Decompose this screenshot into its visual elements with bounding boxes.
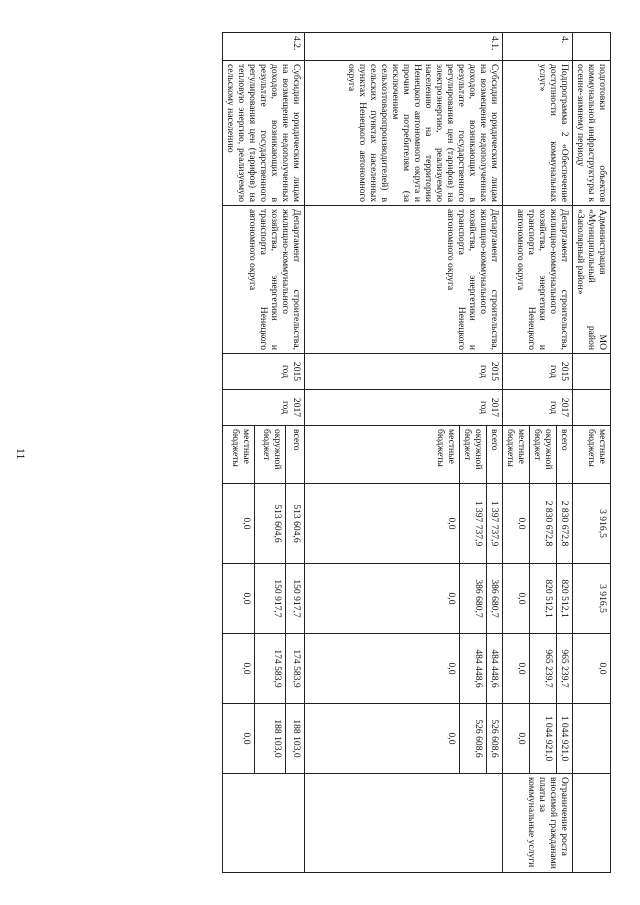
row-start: 2015 год [503,354,573,390]
row-y2017: 0,0 [305,704,460,774]
table-row [573,33,611,873]
row-result: Ограничение роста вносимой гражданами платы за коммунальные услуги [503,774,573,873]
row-source: всего [286,426,305,484]
row-y2016: 965 239,7 [530,634,557,704]
row-total: 2 830 672,8 [530,484,557,564]
row-start [573,354,611,390]
row-executor: Департамент строительства, жилищно-коммунального хозяйства, энергетики и транспорта Ненецкого автономного округа [503,206,573,354]
rotated-page [93,32,611,872]
row-y2016: 0,0 [223,634,255,704]
row-executor: Департамент строительства, жилищно-коммунального хозяйства, энергетики и транспорта Ненецкого автономного округа [223,206,305,354]
row-end: 2017 год [503,390,573,426]
row-y2015: 0,0 [503,564,530,634]
row-y2016: 484 448,6 [460,634,487,704]
row-y2017 [573,704,611,774]
row-source: местные бюджеты [223,426,255,484]
row-end: 2017 год [305,390,503,426]
row-executor: Администрация МО «Муниципальный район «Заполярный район» [573,206,611,354]
row-y2015: 386 680,7 [460,564,487,634]
row-number: 4.1. [305,33,503,61]
row-result-empty [305,774,503,873]
row-y2017: 1 044 921,0 [557,704,573,774]
row-total: 513 604,6 [286,484,305,564]
row-y2017: 188 103,0 [254,704,286,774]
row-executor: Департамент строительства, жилищно-коммунального хозяйства, энергетики и транспорта Ненецкого автономного округа [305,206,503,354]
row-y2015: 820 512,1 [530,564,557,634]
program-table [222,32,611,873]
row-source: всего [487,426,503,484]
row-y2016: 0,0 [305,634,460,704]
row-start: 2015 год [305,354,503,390]
table-row [557,33,573,873]
row-y2015: 150 917,7 [286,564,305,634]
row-total: 0,0 [503,484,530,564]
row-total: 1 397 737,9 [487,484,503,564]
row-y2017: 0,0 [503,704,530,774]
row-end: 2017 год [223,390,305,426]
row-y2016: 174 583,9 [254,634,286,704]
row-y2015: 820 512,1 [557,564,573,634]
table-row [286,33,305,873]
row-source: окружной бюджет [254,426,286,484]
row-source: местные бюджеты [503,426,530,484]
row-total: 513 604,6 [254,484,286,564]
row-name: подготовки объектов коммунальной инфраструктуры к осенне-зимнему периоду [573,61,611,206]
row-y2016: 0,0 [503,634,530,704]
row-y2017: 0,0 [223,704,255,774]
row-y2017: 1 044 921,0 [530,704,557,774]
row-number: 4. [503,33,573,61]
row-total: 0,0 [305,484,460,564]
row-y2017: 526 608,6 [460,704,487,774]
row-y2015: 0,0 [223,564,255,634]
row-y2016: 965 239,7 [557,634,573,704]
row-y2015: 3 916,5 [573,564,611,634]
row-source: окружной бюджет [460,426,487,484]
row-source: местные бюджеты [573,426,611,484]
row-name: Подпрограмма 2 «Обеспечение доступности коммунальных услуг» [503,61,573,206]
row-source: окружной бюджет [530,426,557,484]
row-source: всего [557,426,573,484]
row-source: местные бюджеты [305,426,460,484]
row-total: 0,0 [223,484,255,564]
row-y2017: 526 608,6 [487,704,503,774]
row-y2016: 174 583,9 [286,634,305,704]
row-y2015: 0,0 [305,564,460,634]
row-name: Субсидии юридическим лицам на возмещение недополученных доходов, возникающих в результате государственного регулирования цен (тарифов) на тепловую энергию, реализуемую сельскому населению [223,61,305,206]
row-y2016: 484 448,6 [487,634,503,704]
row-total: 3 916,5 [573,484,611,564]
row-y2017: 188 103,0 [286,704,305,774]
row-number [573,33,611,61]
table-row [487,33,503,873]
row-name: Субсидии юридическим лицам на возмещение недополученных доходов, возникающих в результате государственного регулирования цен (тарифов) на электроэнергию, реализуемую населению на территории Ненецкого автономного округа и прочим потребителям (за исключением сельхозтоваропроизводителей) в сельских пунктах населенных пунктах Ненецкого автономного округа [305,61,503,206]
row-total: 1 397 737,9 [460,484,487,564]
page-number: 11 [14,448,28,460]
row-y2015: 150 917,7 [254,564,286,634]
row-result-empty [223,774,305,873]
row-start: 2015 год [223,354,305,390]
row-result [573,774,611,873]
row-end [573,390,611,426]
row-number: 4.2. [223,33,305,61]
row-y2016: 0,0 [573,634,611,704]
row-total: 2 830 672,8 [557,484,573,564]
row-y2015: 386 680,7 [487,564,503,634]
